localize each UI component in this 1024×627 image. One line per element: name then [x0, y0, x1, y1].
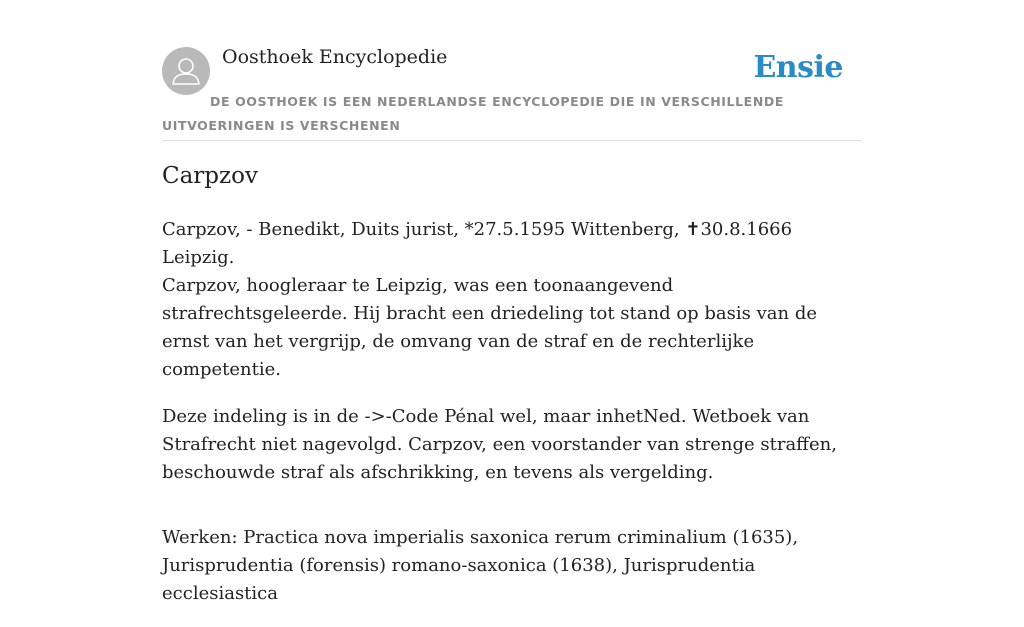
page-title: Carpzov: [162, 163, 258, 189]
article-body: [162, 216, 862, 627]
brand-logo[interactable]: Ensie: [753, 50, 843, 85]
user-silhouette-icon[interactable]: [162, 47, 210, 95]
page-container: [162, 0, 862, 604]
site-name[interactable]: Oosthoek Encyclopedie: [222, 46, 448, 68]
site-tagline: DE OOSTHOEK IS EEN NEDERLANDSE ENCYCLOPEDIE DIE IN VERSCHILLENDE UITVOERINGEN IS VERSCHENEN: [162, 94, 784, 133]
article-paragraph: Deze indeling is in de ->-Code Pénal wel, maar inhetNed. Wetboek van Strafrecht niet nagevolgd. Carpzov, een voorstander van strenge straffen, beschouwde straf als afschrikking, en tevens als vergelding.: [162, 406, 837, 483]
article-paragraph-works: Werken: Practica nova imperialis saxonica rerum criminalium (1635), Jurisprudentia (forensis) romano-saxonica (1638), Jurisprudentia ecclesiastica: [162, 527, 799, 604]
article-paragraph: Carpzov, - Benedikt, Duits jurist, *27.5.1595 Wittenberg, ✝30.8.1666 Leipzig. Carpzov, hoogleraar te Leipzig, was een toonaangevend strafrechtsgeleerde. Hij bracht een driedeling tot stand op basis van de ernst van het vergrijp, de omvang van de straf en de rechterlijke competentie.: [162, 219, 817, 380]
site-header: [162, 0, 862, 141]
